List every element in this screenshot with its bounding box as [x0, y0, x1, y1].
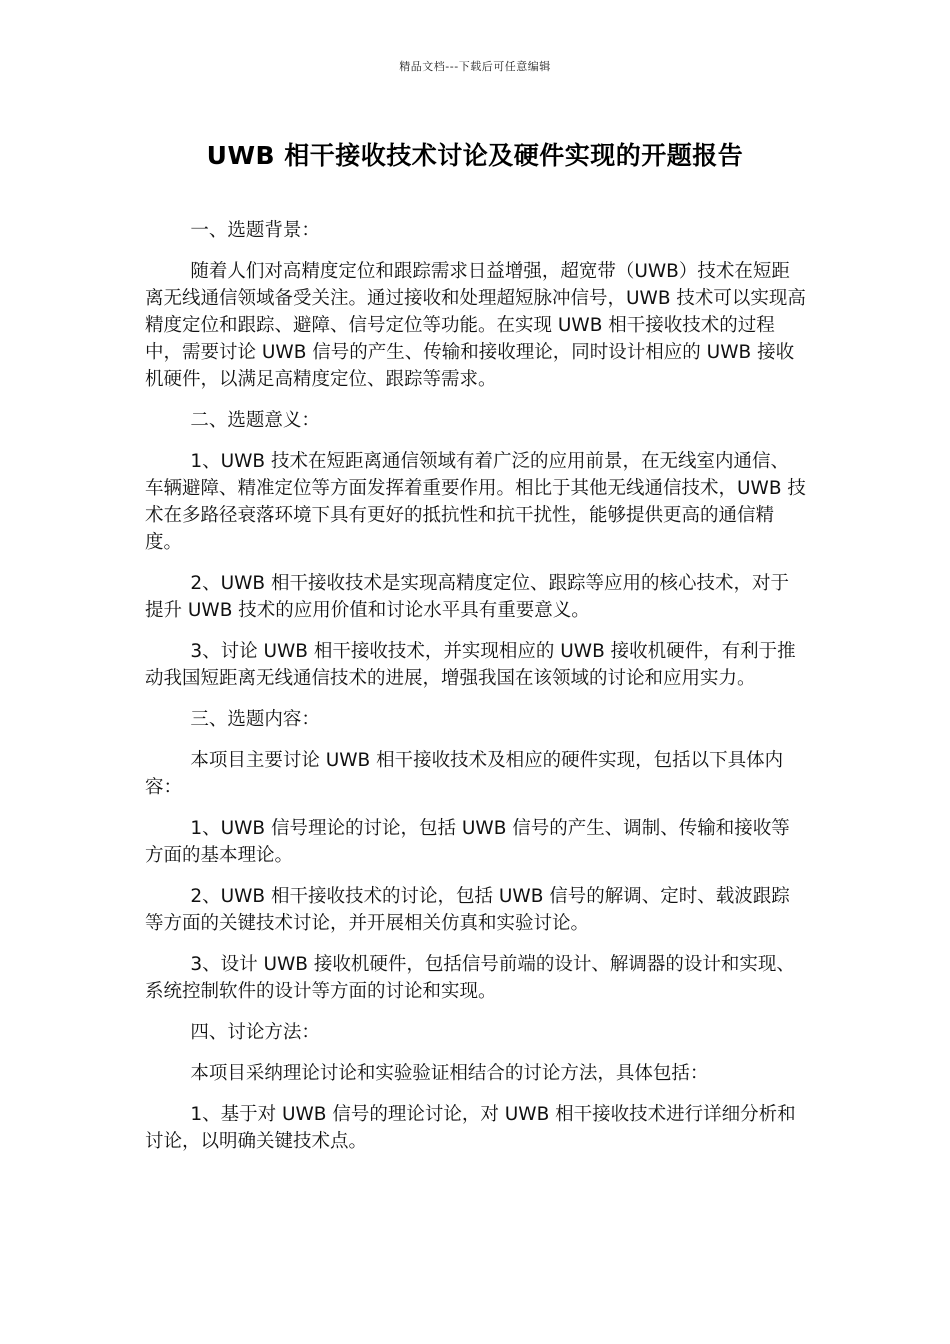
paragraph-significance-2: 2、UWB 相干接收技术是实现高精度定位、跟踪等应用的核心技术，对于提升 UWB 技术的应用价值和讨论水平具有重要意义。: [145, 573, 789, 621]
paragraph-method-intro: 本项目采纳理论讨论和实验验证相结合的讨论方法，具体包括：: [190, 1063, 709, 1084]
header-note: 精品文档---下载后可任意编辑: [399, 60, 551, 73]
section-heading-content: 三、选题内容：: [190, 709, 320, 730]
paragraph-background: 随着人们对高精度定位和跟踪需求日益增强，超宽带（UWB）技术在短距离无线通信领域备受关注。通过接收和处理超短脉冲信号，UWB 技术可以实现高精度定位和跟踪、避障、信号定位等功能。在实现 UWB 相干接收技术的过程中，需要讨论 UWB 信号的产生、传输和接收理论，同时设计相应的 UWB 接收机硬件，以满足高精度定位、跟踪等需求。: [145, 261, 806, 390]
paragraph-content-3: 3、设计 UWB 接收机硬件，包括信号前端的设计、解调器的设计和实现、系统控制软件的设计等方面的讨论和实现。: [145, 954, 795, 1002]
document-title: UWB 相干接收技术讨论及硬件实现的开题报告: [206, 141, 744, 170]
section-heading-method: 四、讨论方法：: [190, 1022, 320, 1043]
paragraph-content-intro: 本项目主要讨论 UWB 相干接收技术及相应的硬件实现，包括以下具体内容：: [145, 750, 784, 798]
document-body: [145, 217, 807, 1169]
paragraph-method-1: 1、基于对 UWB 信号的理论讨论，对 UWB 相干接收技术进行详细分析和讨论，以明确关键技术点。: [145, 1104, 796, 1152]
paragraph-content-2: 2、UWB 相干接收技术的讨论，包括 UWB 信号的解调、定时、载波跟踪等方面的关键技术讨论，并开展相关仿真和实验讨论。: [145, 886, 790, 934]
paragraph-significance-3: 3、讨论 UWB 相干接收技术，并实现相应的 UWB 接收机硬件，有利于推动我国短距离无线通信技术的进展，增强我国在该领域的讨论和应用实力。: [145, 641, 796, 689]
section-heading-significance: 二、选题意义：: [190, 410, 320, 431]
section-heading-background: 一、选题背景：: [190, 220, 320, 241]
paragraph-significance-1: 1、UWB 技术在短距离通信领域有着广泛的应用前景，在无线室内通信、车辆避障、精准定位等方面发挥着重要作用。相比于其他无线通信技术，UWB 技术在多路径衰落环境下具有更好的抵抗性和抗干扰性，能够提供更高的通信精度。: [145, 451, 806, 553]
paragraph-content-1: 1、UWB 信号理论的讨论，包括 UWB 信号的产生、调制、传输和接收等方面的基本理论。: [145, 818, 790, 866]
